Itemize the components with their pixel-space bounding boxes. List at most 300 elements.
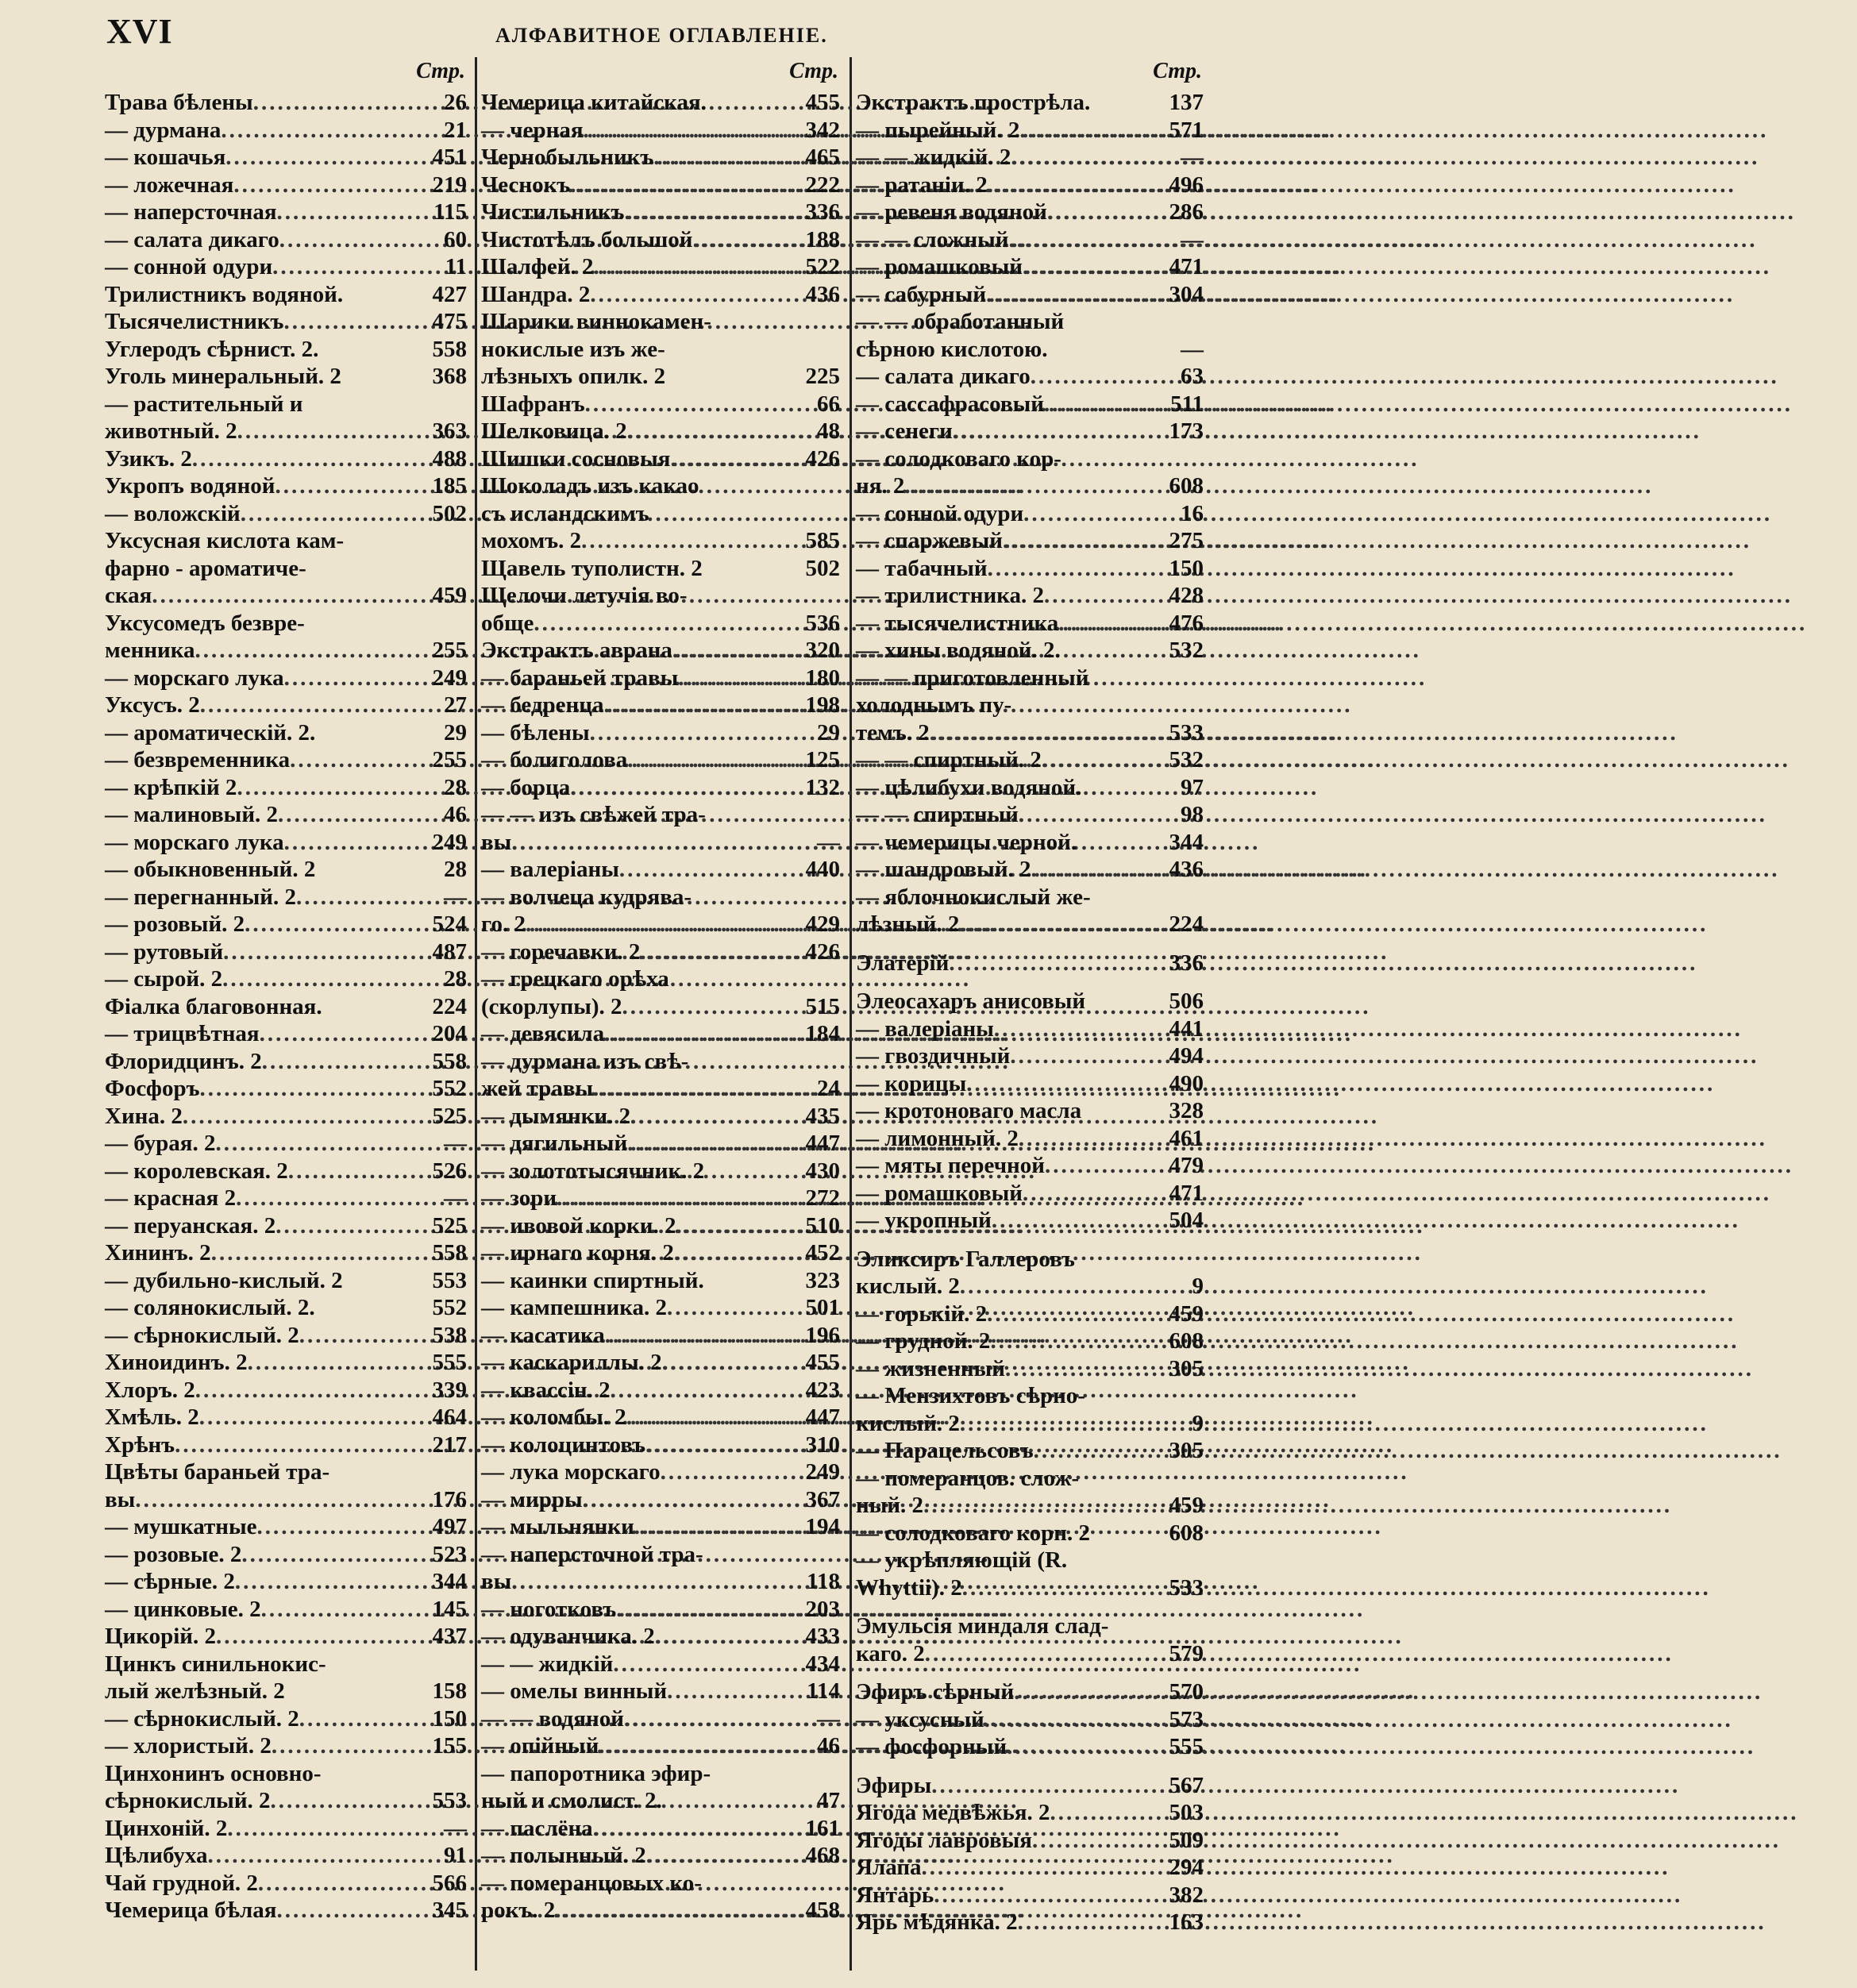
entry-page: 487: [432, 938, 467, 965]
entry-page: 115: [433, 199, 467, 225]
index-entry: [481, 500, 840, 528]
index-entry: [105, 418, 467, 445]
index-entry: [481, 1239, 840, 1267]
dot-leader: [949, 950, 1164, 977]
index-entry: [105, 1158, 467, 1185]
dot-leader: [988, 555, 1165, 583]
entry-term: — — водяной: [481, 1705, 624, 1732]
index-entry: [856, 198, 1204, 226]
entry-term: — солодковаго корн. 2: [856, 1520, 1090, 1546]
entry-term: — — сложный: [856, 226, 1009, 252]
entry-term: Цинхоній. 2: [105, 1815, 228, 1841]
index-entry: [481, 856, 840, 884]
entry-page: 426: [805, 938, 840, 965]
index-entry: [105, 774, 467, 802]
dot-leader: [245, 911, 427, 938]
dot-leader: [992, 1207, 1165, 1235]
index-entry: [856, 1612, 1204, 1640]
entry-term: — мирры: [481, 1486, 583, 1512]
index-entry: [481, 938, 840, 966]
entry-page: 225: [805, 364, 840, 389]
index-entry: [105, 281, 467, 309]
entry-page: 494: [1169, 1043, 1204, 1069]
entry-term: каго. 2: [856, 1640, 925, 1666]
index-entry: [856, 746, 1204, 774]
index-entry: [481, 198, 840, 226]
dot-leader: [655, 1623, 801, 1651]
entry-term: — лимонный. 2: [856, 1125, 1019, 1151]
dot-leader: [272, 1732, 428, 1760]
entry-page: 490: [1169, 1070, 1204, 1096]
entry-term: Углеродъ сѣрнист. 2.: [105, 336, 319, 362]
entry-term: (скорлупы). 2: [481, 993, 622, 1019]
index-entry: [856, 1437, 1204, 1465]
dot-leader: [925, 1640, 1165, 1668]
entry-term: жей травы: [481, 1076, 594, 1101]
entry-term: ный и смолист. 2.: [481, 1788, 662, 1813]
index-entry: [856, 1909, 1204, 1936]
entry-term: — трилистника. 2: [856, 583, 1044, 608]
index-entry: [856, 363, 1204, 391]
entry-term: — каскариллы. 2: [481, 1350, 662, 1375]
index-column-3: [856, 54, 1204, 1936]
index-entry: [481, 884, 840, 911]
entry-term: — колоцинтовъ: [481, 1431, 646, 1458]
entry-page: 503: [1169, 1800, 1204, 1825]
entry-term: — мушкатные: [105, 1514, 257, 1539]
index-entry: [105, 1651, 467, 1678]
dot-leader: [667, 1294, 800, 1322]
entry-term: — касатика: [481, 1322, 605, 1348]
dot-leader: [225, 144, 427, 171]
entry-term: Шандра. 2: [481, 281, 591, 307]
index-entry: [105, 1787, 467, 1815]
entry-page: 524: [432, 911, 467, 937]
entry-term: — ароматическій. 2.: [105, 719, 316, 746]
index-entry: [105, 829, 467, 857]
entry-page: 91: [444, 1843, 467, 1868]
entry-term: ный. 2: [856, 1493, 924, 1518]
entry-page: 310: [805, 1431, 840, 1458]
index-entry: [105, 1623, 467, 1651]
entry-page: 506: [1169, 988, 1204, 1014]
index-entry: [856, 1882, 1204, 1909]
entry-term: — цѣлибухи водяной.: [856, 774, 1082, 800]
dot-leader: [1003, 527, 1165, 555]
index-entry: [481, 1732, 840, 1760]
dot-leader: [626, 1404, 801, 1431]
entry-term: Хрѣнъ: [105, 1431, 175, 1458]
entry-page: 29: [817, 719, 840, 746]
entry-page: 48: [817, 418, 840, 444]
entry-page: 532: [1169, 638, 1204, 663]
entry-page: 9: [1192, 1410, 1204, 1436]
entry-term: — девясила: [481, 1021, 605, 1046]
entry-page: 525: [432, 1103, 467, 1129]
index-entry: [105, 1322, 467, 1350]
entry-page: 224: [432, 993, 467, 1019]
index-entry: [481, 965, 840, 993]
entry-term: — крѣпкій 2: [105, 774, 237, 800]
dot-leader: [611, 1377, 801, 1404]
entry-page: 255: [432, 747, 467, 772]
index-entry: [105, 1678, 467, 1705]
index-entry: [105, 637, 467, 665]
dot-leader: [276, 1897, 427, 1924]
dot-leader: [284, 829, 428, 857]
entry-page: 272: [805, 1185, 840, 1211]
entry-page: 566: [432, 1870, 467, 1896]
entry-page: 188: [805, 226, 840, 252]
index-entry: [481, 1596, 840, 1624]
entry-page: 455: [805, 90, 840, 115]
index-entry: [856, 117, 1204, 144]
dot-leader: [260, 1020, 428, 1048]
index-entry: [856, 1520, 1204, 1547]
dot-leader: [662, 1349, 801, 1377]
index-entry: [105, 965, 467, 993]
index-entry: [856, 336, 1204, 364]
entry-page: 553: [432, 1788, 467, 1813]
index-entry: [856, 1799, 1204, 1827]
column-divider: [475, 57, 477, 1971]
entry-term: вы: [481, 829, 512, 855]
entry-page: 558: [432, 1240, 467, 1266]
entry-term: — опійный: [481, 1733, 599, 1759]
entry-term: Уксусная кислота кам-: [105, 528, 345, 553]
index-entry: [481, 1349, 840, 1377]
dot-leader: [960, 1410, 1167, 1438]
index-entry: [856, 1355, 1204, 1383]
entry-term: — горечавки. 2: [481, 938, 641, 965]
entry-page: 471: [1169, 1180, 1204, 1206]
entry-page: 558: [432, 336, 467, 362]
entry-term: съ исландскимъ: [481, 500, 649, 526]
entry-page: 345: [432, 1897, 467, 1923]
index-entry: [481, 226, 840, 254]
entry-term: — квассін. 2: [481, 1377, 611, 1403]
entry-term: — — изъ свѣжей тра-: [481, 802, 706, 827]
dot-leader: [275, 472, 428, 500]
entry-page: 523: [432, 1541, 467, 1567]
dot-leader: [674, 1239, 801, 1267]
entry-term: — морскаго лука: [105, 829, 284, 855]
index-entry: [856, 1547, 1204, 1574]
entry-page: 511: [1170, 391, 1204, 417]
entry-term: Ярь мѣдянка. 2: [856, 1909, 1018, 1935]
entry-term: — золототысячник. 2: [481, 1158, 705, 1184]
dot-leader: [953, 418, 1165, 445]
entry-page: 336: [805, 199, 840, 225]
entry-term: — перуанская. 2: [105, 1212, 276, 1239]
entry-page: 63: [1181, 364, 1204, 389]
entry-term: — табачный: [856, 555, 988, 581]
index-entry: [105, 363, 467, 391]
entry-term: — паслёна: [481, 1815, 593, 1841]
entry-term: — ложечная: [105, 171, 234, 198]
entry-term: — грудной. 2: [856, 1328, 991, 1354]
entry-page: 430: [805, 1158, 840, 1184]
dot-leader: [557, 1185, 800, 1212]
index-entry: [856, 1706, 1204, 1734]
index-entry: [105, 938, 467, 966]
entry-page: 249: [432, 829, 467, 855]
entry-page: 363: [432, 418, 467, 444]
index-entry: [856, 582, 1204, 610]
index-entry: [105, 993, 467, 1021]
dot-leader: [1031, 363, 1167, 391]
index-entry: [856, 801, 1204, 829]
dot-leader: [278, 801, 430, 829]
dot-leader: [241, 1541, 427, 1569]
entry-page: 249: [432, 665, 467, 691]
entry-page: 510: [805, 1212, 840, 1239]
dot-leader: [1045, 1152, 1165, 1180]
index-entry: [105, 1842, 467, 1870]
entry-term: Цикорій. 2: [105, 1624, 216, 1649]
entry-term: — дягильный: [481, 1131, 628, 1156]
dot-leader: [676, 1212, 801, 1240]
entry-term: Уксусъ. 2: [105, 692, 200, 718]
entry-term: — кротоноваго масла: [856, 1098, 1082, 1123]
index-entry: [481, 1568, 840, 1596]
running-title: АЛФАВИТНОЕ ОГЛАВЛЕНІЕ.: [495, 24, 828, 47]
entry-term: — бурая. 2: [105, 1131, 216, 1156]
entry-page: 447: [805, 1131, 840, 1156]
entry-page: 27: [444, 692, 467, 718]
entry-page: 145: [432, 1596, 467, 1622]
entry-page: 21: [444, 117, 467, 143]
index-entry: [105, 226, 467, 254]
dot-leader: [1009, 226, 1167, 254]
index-entry: [481, 1623, 840, 1651]
entry-page: 26: [444, 90, 467, 115]
dot-leader: [526, 911, 801, 938]
dot-leader: [922, 1854, 1165, 1882]
index-entry: [105, 746, 467, 774]
entry-page: 608: [1169, 473, 1204, 499]
index-entry: [481, 89, 840, 117]
index-entry: [856, 1125, 1204, 1153]
index-entry: [856, 1015, 1204, 1043]
entry-term: — ноготковъ: [481, 1596, 617, 1622]
entry-term: Эликсиръ Галлеровъ: [856, 1246, 1075, 1272]
dot-leader: [215, 1130, 430, 1158]
index-entry: [105, 856, 467, 884]
entry-term: — болиголова: [481, 747, 628, 772]
dot-leader: [624, 1705, 803, 1733]
entry-term: — солодковаго кор-: [856, 445, 1061, 472]
entry-term: Цинхонинъ основно-: [105, 1760, 322, 1786]
entry-page: 455: [805, 1350, 840, 1375]
dot-leader: [653, 144, 800, 171]
index-column-2: [481, 54, 840, 1924]
index-entry: [856, 856, 1204, 884]
dot-leader: [661, 1458, 801, 1486]
entry-term: Уксусомедъ безвре-: [105, 610, 305, 636]
index-entry: [105, 89, 467, 117]
entry-page: 435: [805, 1103, 840, 1129]
index-entry: [856, 665, 1204, 692]
entry-term: животный. 2: [105, 418, 237, 444]
index-entry: [481, 1075, 840, 1103]
index-entry: [481, 746, 840, 774]
index-entry: [856, 719, 1204, 747]
entry-term: обще: [481, 610, 534, 636]
index-entries: [481, 89, 840, 1924]
index-entry: [856, 555, 1204, 583]
index-entry: [856, 418, 1204, 445]
dot-leader: [511, 829, 803, 857]
entry-term: Хлоръ. 2: [105, 1377, 195, 1403]
entry-page: 447: [805, 1404, 840, 1430]
entry-page: 97: [1181, 774, 1204, 800]
dot-leader: [275, 1212, 427, 1240]
dot-leader: [670, 445, 800, 473]
dot-leader: [583, 1486, 801, 1514]
index-entry: [105, 1705, 467, 1733]
entry-page: 11: [445, 254, 467, 279]
entry-term: — сырой. 2: [105, 966, 223, 992]
index-entry: [856, 1070, 1204, 1098]
entry-term: Чистотѣлъ большой: [481, 226, 693, 252]
entry-term: — померанцов. слож-: [856, 1465, 1080, 1491]
entry-term: — ромашковый: [856, 1180, 1023, 1206]
page-column-heading: Стр.: [416, 59, 465, 83]
entry-term: — валеріаны: [856, 1015, 994, 1042]
entry-term: Цѣлибуха: [105, 1843, 208, 1868]
entry-term: Whyttii). 2: [856, 1574, 962, 1601]
entry-page: 585: [805, 528, 840, 553]
entry-page: 304: [1169, 281, 1204, 307]
dot-leader: [1005, 1355, 1165, 1383]
entry-term: темъ. 2: [856, 719, 930, 746]
entry-page: 509: [1169, 1827, 1204, 1853]
dot-leader: [241, 500, 428, 528]
entry-page: 196: [805, 1322, 840, 1348]
dot-leader: [227, 1815, 430, 1843]
index-entry: [481, 582, 840, 610]
entry-term: — — спиртный. 2: [856, 747, 1042, 772]
dot-leader: [603, 692, 800, 719]
dot-leader: [585, 391, 803, 418]
entry-term: — перегнанный. 2: [105, 884, 296, 910]
entry-term: Чемерица бѣлая: [105, 1897, 277, 1923]
entry-term: — яблочнокислый же-: [856, 884, 1091, 910]
entry-term: холоднымъ пу-: [856, 692, 1012, 718]
dot-leader: [534, 610, 800, 638]
entry-page: 497: [432, 1514, 467, 1539]
entry-page: 426: [805, 445, 840, 472]
dot-leader: [959, 911, 1164, 938]
index-entry: [105, 1048, 467, 1076]
entry-page: 203: [805, 1596, 840, 1622]
entry-page: 150: [432, 1705, 467, 1732]
dot-leader: [1019, 801, 1167, 829]
entry-page: 515: [805, 993, 840, 1019]
entry-term: Шоколадъ изъ какао: [481, 473, 699, 499]
dot-leader: [284, 665, 428, 692]
entry-term: Уголь минеральный. 2: [105, 364, 341, 389]
entry-page: 504: [1169, 1208, 1204, 1233]
index-entry: [481, 1870, 840, 1897]
entry-page: 24: [817, 1076, 840, 1101]
entry-term: — борца: [481, 774, 571, 800]
index-entry: [481, 418, 840, 445]
entry-term: Элатерій: [856, 950, 950, 976]
index-entry: [481, 1020, 840, 1048]
entry-page: 608: [1169, 1328, 1204, 1354]
entry-term: — одуванчика. 2: [481, 1624, 655, 1649]
entry-term: Шарики виннокамен-: [481, 309, 711, 334]
dot-leader: [175, 1431, 427, 1459]
entry-page: 441: [1169, 1015, 1204, 1042]
entry-page: 155: [432, 1733, 467, 1759]
entry-term: — коломбы. 2: [481, 1404, 626, 1430]
index-entry: [481, 993, 840, 1021]
index-entry: [481, 1787, 840, 1815]
dot-leader: [1014, 1678, 1164, 1706]
entry-term: Хмѣль. 2: [105, 1404, 199, 1430]
entry-page: 163: [1169, 1909, 1204, 1935]
entry-page: 249: [805, 1459, 840, 1485]
index-entry: [481, 1513, 840, 1541]
index-entry: [105, 1897, 467, 1924]
entry-term: — бедренца: [481, 692, 604, 718]
index-entry: [105, 1870, 467, 1897]
index-entry: [856, 1574, 1204, 1602]
index-entry: [105, 1103, 467, 1131]
entry-page: 198: [805, 692, 840, 718]
entry-page: 125: [805, 747, 840, 772]
entry-page: 204: [432, 1021, 467, 1046]
entry-page: 305: [1169, 1438, 1204, 1463]
entry-page: 367: [805, 1486, 840, 1512]
dot-leader: [594, 253, 801, 281]
index-entry: [481, 911, 840, 938]
entry-page: 567: [1169, 1772, 1204, 1798]
entry-term: — сонной одури: [856, 500, 1024, 526]
entry-term: Хина. 2: [105, 1103, 183, 1129]
index-entry: [856, 500, 1204, 528]
entry-page: 468: [805, 1843, 840, 1868]
entry-term: Чернобыльникъ: [481, 144, 654, 170]
index-entry: [856, 1492, 1204, 1520]
entry-page: 459: [432, 583, 467, 608]
entry-term: — трицвѣтная: [105, 1021, 260, 1046]
index-entry: [481, 1897, 840, 1924]
dot-leader: [235, 1568, 428, 1596]
index-entry: [105, 117, 467, 144]
dot-leader: [261, 1596, 428, 1624]
index-entry: [481, 336, 840, 364]
dot-leader: [1044, 582, 1165, 610]
index-entry: [105, 719, 467, 747]
index-entry: [105, 1404, 467, 1431]
dot-leader: [256, 1513, 427, 1541]
index-entry: [481, 363, 840, 391]
entry-page: —: [444, 1185, 467, 1211]
index-entry: [481, 829, 840, 857]
entry-page: 9: [1192, 1273, 1204, 1299]
entry-term: — тысячелистника: [856, 610, 1059, 636]
dot-leader: [299, 1705, 428, 1733]
entry-page: 536: [805, 610, 840, 636]
index-entry: [856, 1678, 1204, 1706]
entry-term: Шафранъ: [481, 391, 585, 417]
dot-leader: [236, 1185, 430, 1212]
index-entry: [481, 308, 840, 336]
